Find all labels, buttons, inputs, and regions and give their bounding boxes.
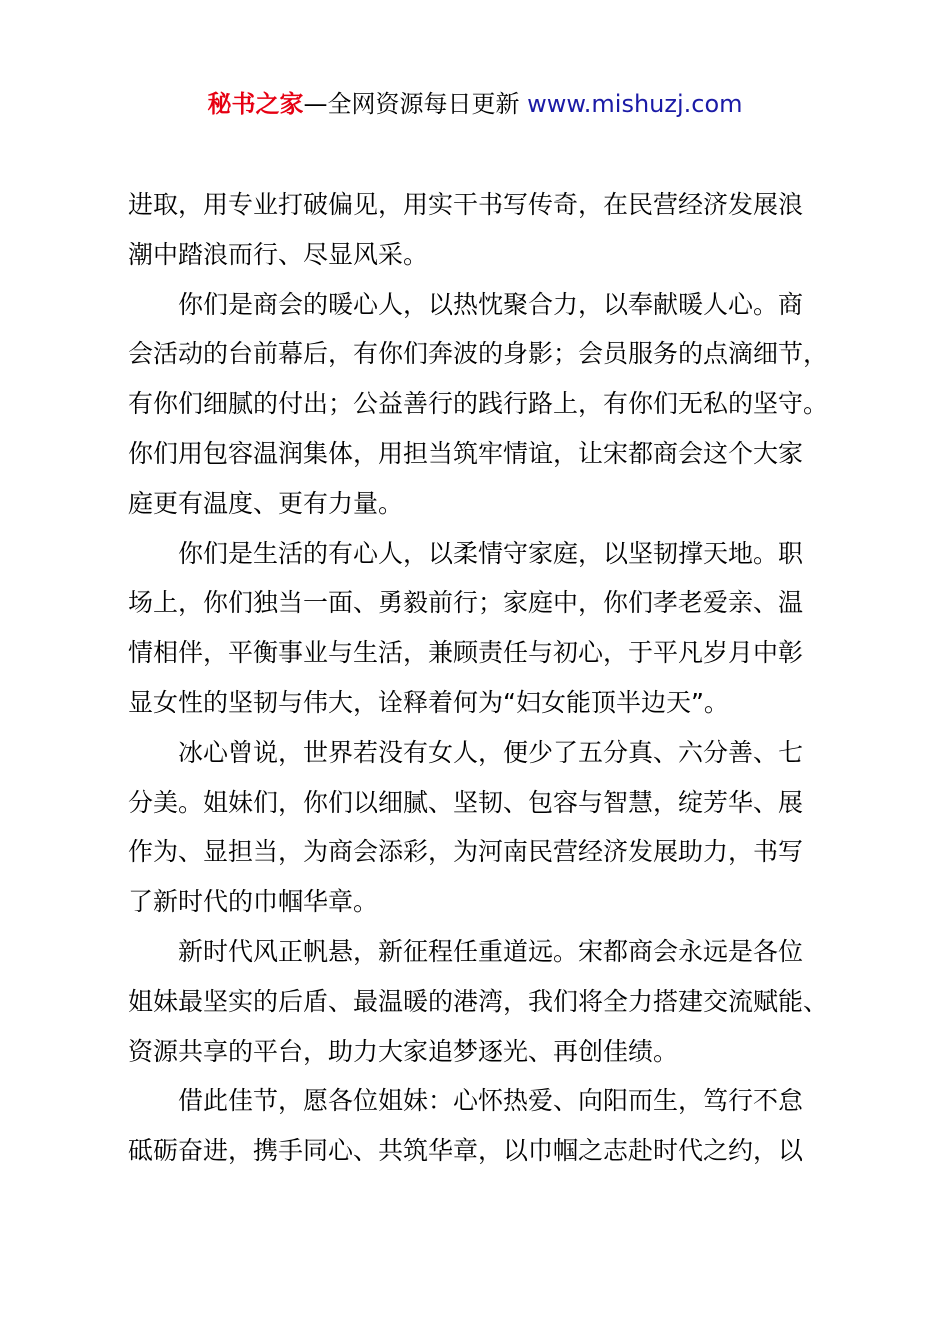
- text-line: 有你们细腻的付出；公益善行的践行路上，有你们无私的坚守。: [128, 389, 829, 419]
- site-url-link[interactable]: www.mishuzj.com: [527, 90, 743, 118]
- text-line: 会活动的台前幕后，有你们奔波的身影；会员服务的点滴细节，: [128, 339, 829, 369]
- text-line: 庭更有温度、更有力量。: [128, 488, 404, 518]
- text-line: 作为、显担当，为商会添彩，为河南民营经济发展助力，书写: [128, 837, 804, 867]
- text-line: 姐妹最坚实的后盾、最温暖的港湾，我们将全力搭建交流赋能、: [128, 986, 829, 1016]
- text-line: 潮中踏浪而行、尽显风采。: [128, 239, 429, 269]
- text-line: 了新时代的巾帼华章。: [128, 887, 379, 917]
- text-line: 你们是生活的有心人，以柔情守家庭，以坚韧撑天地。职: [128, 538, 804, 568]
- text-line: 场上，你们独当一面、勇毅前行；家庭中，你们孝老爱亲、温: [128, 588, 804, 618]
- text-line: 你们是商会的暖心人，以热忱聚合力，以奉献暖人心。商: [128, 289, 804, 319]
- text-line: 情相伴，平衡事业与生活，兼顾责任与初心，于平凡岁月中彰: [128, 638, 804, 668]
- text-line: 砥砺奋进，携手同心、共筑华章，以巾帼之志赴时代之约，以: [128, 1136, 804, 1166]
- text-line: 你们用包容温润集体，用担当筑牢情谊，让宋都商会这个大家: [128, 438, 804, 468]
- site-tagline: —全网资源每日更新: [303, 90, 528, 118]
- page-header: [0, 88, 950, 120]
- text-line: 冰心曾说，世界若没有女人，便少了五分真、六分善、七: [128, 737, 804, 767]
- text-line: 借此佳节，愿各位姐妹：心怀热爱、向阳而生，笃行不怠: [128, 1086, 804, 1116]
- text-line: 新时代风正帆悬，新征程任重道远。宋都商会永远是各位: [128, 936, 804, 966]
- site-brand: 秘书之家: [207, 90, 304, 118]
- text-line: 资源共享的平台，助力大家追梦逐光、再创佳绩。: [128, 1036, 679, 1066]
- document-body: [128, 180, 838, 1176]
- text-line: 显女性的坚韧与伟大，诠释着何为“妇女能顶半边天”。: [128, 687, 729, 717]
- text-line: 进取，用专业打破偏见，用实干书写传奇，在民营经济发展浪: [128, 190, 804, 219]
- text-line: 分美。姐妹们，你们以细腻、坚韧、包容与智慧，绽芳华、展: [128, 787, 804, 817]
